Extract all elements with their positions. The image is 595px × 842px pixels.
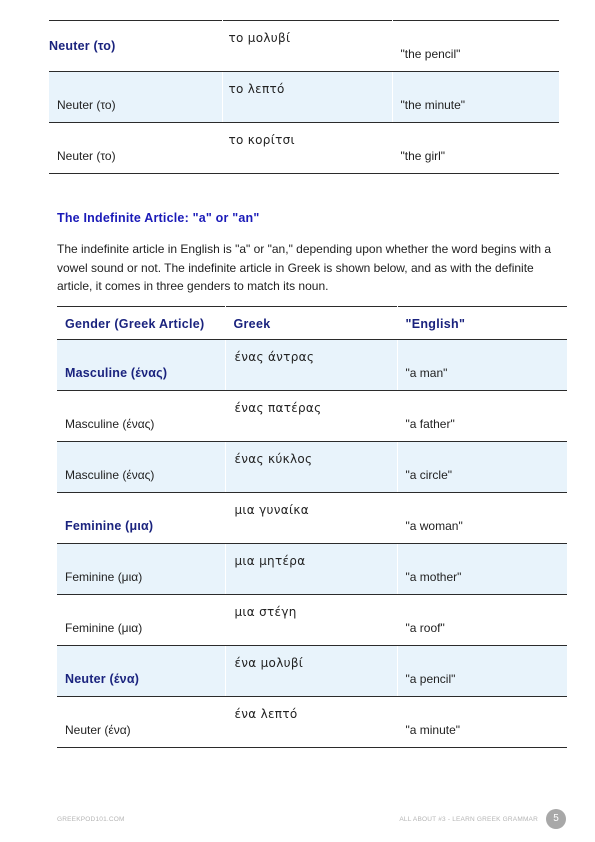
english-cell (397, 442, 567, 493)
english-translation: "the pencil" (400, 47, 461, 61)
english-translation: "the minute" (400, 98, 466, 112)
english-translation: "a roof" (405, 621, 445, 635)
english-translation: "the girl" (400, 149, 446, 163)
greek-cell (225, 544, 397, 595)
gender-label: Neuter (ένα) (65, 723, 131, 737)
gender-label: Neuter (το) (57, 149, 116, 163)
greek-word: ένας κύκλος (234, 452, 313, 466)
gender-cell (57, 442, 225, 493)
table-row (49, 21, 559, 72)
table-row (57, 697, 567, 748)
table-row (57, 391, 567, 442)
english-cell (397, 595, 567, 646)
gender-label: Masculine (ένας) (65, 417, 155, 431)
greek-word: μια γυναίκα (234, 503, 309, 517)
indefinite-article-table (57, 306, 567, 748)
english-cell (392, 72, 559, 123)
gender-cell (57, 697, 225, 748)
table-row (57, 646, 567, 697)
english-translation: "a pencil" (405, 672, 456, 686)
gender-cell (57, 391, 225, 442)
english-translation: "a minute" (405, 723, 461, 737)
intro-paragraph: The indefinite article in English is "a" or "an," depending upon whether the word begins with a vowel sound or not. The indefinite article in Greek is shown below, and as with the definite article, it comes in three genders to match its noun. (57, 242, 552, 293)
gender-label: Masculine (ένας) (65, 366, 168, 380)
table-row (57, 595, 567, 646)
header-english: "English" (405, 317, 466, 331)
footer-site[interactable]: GREEKPOD101.COM (57, 816, 125, 823)
gender-cell (57, 493, 225, 544)
greek-word: ένας άντρας (234, 350, 315, 364)
greek-cell (222, 123, 392, 174)
table-row (57, 544, 567, 595)
section-heading: The Indefinite Article: "a" or "an" (57, 211, 260, 225)
english-translation: "a father" (405, 417, 455, 431)
greek-word: μια μητέρα (234, 554, 306, 568)
gender-cell (49, 72, 222, 123)
english-cell (397, 391, 567, 442)
english-cell (397, 646, 567, 697)
neuter-definite-table (49, 20, 559, 174)
english-cell (392, 21, 559, 72)
gender-label: Neuter (ένα) (65, 672, 140, 686)
english-cell (397, 493, 567, 544)
footer-title: ALL ABOUT #3 - LEARN GREEK GRAMMAR (399, 816, 538, 823)
table-header-row (57, 307, 567, 340)
gender-label: Feminine (μια) (65, 621, 143, 635)
english-cell (397, 697, 567, 748)
header-gender: Gender (Greek Article) (65, 317, 205, 331)
english-translation: "a circle" (405, 468, 453, 482)
english-cell (392, 123, 559, 174)
english-cell (397, 544, 567, 595)
header-cell (397, 307, 567, 340)
greek-word: το μολυβί (228, 31, 291, 45)
gender-label: Feminine (μια) (65, 570, 143, 584)
gender-label: Masculine (ένας) (65, 468, 155, 482)
gender-cell (49, 123, 222, 174)
gender-label: Neuter (το) (49, 39, 116, 53)
page-number-badge: 5 (546, 809, 566, 829)
greek-cell (225, 646, 397, 697)
greek-cell (225, 340, 397, 391)
greek-word: ένα μολυβί (234, 656, 304, 670)
gender-cell (49, 21, 222, 72)
greek-cell (225, 697, 397, 748)
gender-cell (57, 646, 225, 697)
greek-word: το κορίτσι (228, 133, 295, 147)
greek-word: μια στέγη (234, 605, 297, 619)
gender-cell (57, 544, 225, 595)
header-cell (225, 307, 397, 340)
gender-cell (57, 595, 225, 646)
greek-word: ένας πατέρας (234, 401, 322, 415)
greek-cell (225, 493, 397, 544)
english-translation: "a woman" (405, 519, 463, 533)
greek-word: το λεπτό (228, 82, 285, 96)
table-row (49, 72, 559, 123)
table-row (57, 442, 567, 493)
greek-word: ένα λεπτό (234, 707, 298, 721)
table-row (57, 340, 567, 391)
greek-cell (222, 21, 392, 72)
gender-cell (57, 340, 225, 391)
english-cell (397, 340, 567, 391)
greek-cell (225, 442, 397, 493)
header-greek: Greek (233, 317, 271, 331)
gender-label: Neuter (το) (57, 98, 116, 112)
greek-cell (225, 391, 397, 442)
greek-cell (222, 72, 392, 123)
table-row (57, 493, 567, 544)
header-cell (57, 307, 225, 340)
english-translation: "a mother" (405, 570, 462, 584)
greek-cell (225, 595, 397, 646)
gender-label: Feminine (μια) (65, 519, 154, 533)
english-translation: "a man" (405, 366, 448, 380)
table-row (49, 123, 559, 174)
